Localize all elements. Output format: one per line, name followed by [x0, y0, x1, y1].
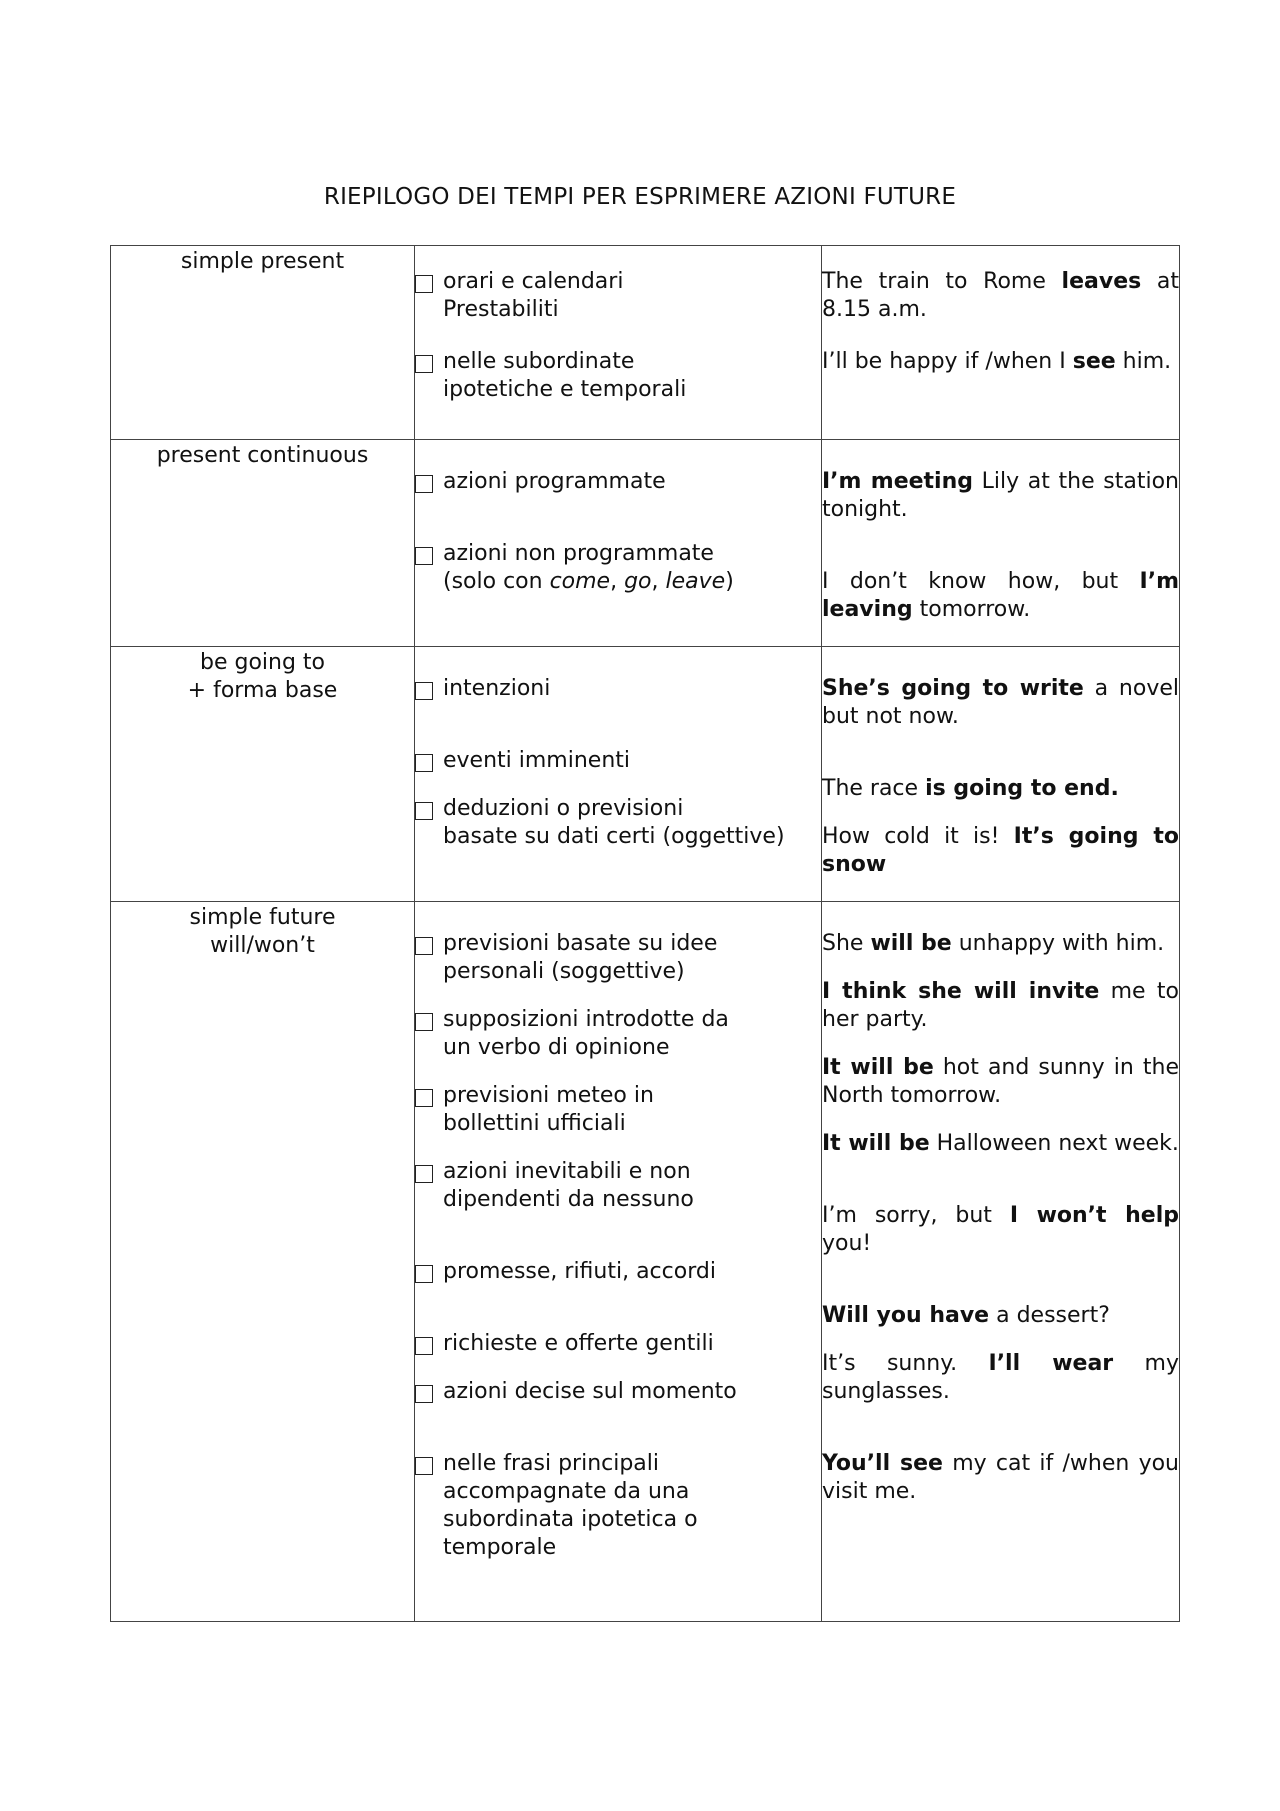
text-fragment: Halloween next week.: [929, 1131, 1179, 1156]
example-sentence: [822, 568, 1179, 624]
checkbox-icon: [415, 754, 433, 772]
checkbox-icon: [415, 1089, 433, 1107]
usage-cell: [415, 902, 822, 1622]
usage-item: [415, 348, 821, 404]
example-sentence: [822, 1130, 1179, 1158]
text-fragment: my sunglasses.: [822, 1351, 1179, 1404]
example-text: [822, 675, 1179, 731]
bold-fragment: It will be: [822, 1055, 934, 1080]
checkbox-icon: [415, 275, 433, 293]
tense-cell: [111, 902, 415, 1622]
usage-item: [415, 1006, 821, 1062]
checkbox-icon: [415, 1385, 433, 1403]
example-sentence: [822, 1054, 1179, 1110]
usage-label: eventi imminenti: [443, 748, 631, 773]
example-cell: [822, 902, 1180, 1622]
text-fragment: I’m sorry, but: [822, 1203, 1010, 1228]
usage-cell: [415, 246, 822, 440]
usage-item: [415, 1450, 821, 1562]
example-text: [822, 1054, 1179, 1110]
table-row: [111, 440, 1180, 647]
example-sentence: [822, 1450, 1179, 1506]
tense-name: simple present: [180, 249, 345, 274]
tense-cell: [111, 647, 415, 902]
text-fragment: a novel but not now.: [822, 676, 1179, 729]
usage-label: orari e calendari Prestabiliti: [443, 269, 624, 322]
usage-item: [415, 675, 821, 703]
example-sentence: [822, 930, 1179, 958]
checkbox-icon: [415, 1457, 433, 1475]
text-fragment: at 8.15 a.m.: [822, 269, 1179, 322]
bold-fragment: It will be: [822, 1131, 930, 1156]
usage-label: deduzioni o previsioni basate su dati certi (oggettive): [443, 796, 785, 849]
text-fragment: hot and sunny in the North tomorrow.: [822, 1055, 1179, 1108]
example-text: [822, 775, 1179, 803]
bold-fragment: will be: [870, 931, 952, 956]
checkbox-icon: [415, 475, 433, 493]
usage-item: [415, 1378, 821, 1406]
tense-name: be going to + forma base: [187, 650, 338, 703]
example-text: [822, 1450, 1179, 1506]
example-sentence: [822, 1302, 1179, 1330]
example-text: [822, 468, 1179, 524]
example-text: [822, 1130, 1179, 1158]
usage-label: nelle subordinate ipotetiche e temporali: [443, 349, 687, 402]
usage-item: [415, 540, 821, 596]
example-text: [822, 823, 1179, 879]
table-row: [111, 902, 1180, 1622]
bold-fragment: I’m meeting: [822, 469, 974, 494]
text-fragment: you!: [822, 1231, 872, 1256]
usage-text: [433, 675, 550, 703]
example-text: [822, 1202, 1179, 1258]
checkbox-icon: [415, 937, 433, 955]
usage-label: nelle frasi principali accompagnate da una subordinata ipotetica o temporale: [443, 1451, 698, 1560]
example-text: [822, 268, 1179, 324]
usage-text: [433, 1450, 698, 1562]
text-fragment: tomorrow.: [912, 597, 1031, 622]
usage-label: previsioni meteo in bollettini ufficiali: [443, 1083, 654, 1136]
usage-label: intenzioni: [443, 676, 551, 701]
bold-fragment: You’ll see: [822, 1451, 943, 1476]
usage-text: [433, 1158, 694, 1214]
checkbox-icon: [415, 1265, 433, 1283]
checkbox-icon: [415, 1165, 433, 1183]
text-fragment: ,: [651, 569, 666, 594]
usage-label: supposizioni introdotte da un verbo di opinione: [443, 1007, 729, 1060]
example-text: [822, 1302, 1179, 1330]
example-sentence: [822, 823, 1179, 879]
usage-cell: [415, 440, 822, 647]
bold-fragment: I think she will invite: [822, 979, 1100, 1004]
tense-name: present continuous: [156, 443, 369, 468]
example-cell: [822, 440, 1180, 647]
checkbox-icon: [415, 1013, 433, 1031]
usage-item: [415, 468, 821, 496]
example-cell: [822, 647, 1180, 902]
italic-fragment: leave: [665, 569, 726, 594]
usage-text: [433, 747, 630, 775]
example-sentence: [822, 775, 1179, 803]
usage-text: [433, 1378, 737, 1406]
text-fragment: unhappy with him.: [951, 931, 1165, 956]
example-sentence: [822, 348, 1179, 376]
usage-text: [433, 268, 623, 324]
usage-text: [433, 1082, 654, 1138]
checkbox-icon: [415, 355, 433, 373]
bold-fragment: see: [1072, 349, 1116, 374]
bold-fragment: Will you have: [822, 1303, 990, 1328]
usage-label: azioni programmate: [443, 469, 666, 494]
example-text: [822, 978, 1179, 1034]
usage-label: azioni inevitabili e non dipendenti da nessuno: [443, 1159, 694, 1212]
usage-item: [415, 268, 821, 324]
text-fragment: a dessert?: [989, 1303, 1110, 1328]
usage-text: [433, 540, 734, 596]
usage-label: promesse, rifiuti, accordi: [443, 1259, 716, 1284]
text-fragment: me to her party.: [822, 979, 1179, 1032]
example-text: [822, 348, 1179, 376]
text-fragment: It’s sunny.: [822, 1351, 989, 1376]
usage-item: [415, 1158, 821, 1214]
usage-text: [433, 348, 686, 404]
usage-text: [433, 1006, 729, 1062]
usage-item: [415, 1330, 821, 1358]
table-row: [111, 246, 1180, 440]
text-fragment: ,: [610, 569, 625, 594]
example-sentence: [822, 1350, 1179, 1406]
checkbox-icon: [415, 802, 433, 820]
tense-cell: [111, 246, 415, 440]
usage-item: [415, 747, 821, 775]
page-title: RIEPILOGO DEI TEMPI PER ESPRIMERE AZIONI FUTURE: [323, 184, 957, 210]
text-fragment: my cat if /when you visit me.: [822, 1451, 1179, 1504]
tense-name: simple future will/won’t: [189, 905, 336, 958]
bold-fragment: I’ll wear: [988, 1351, 1114, 1376]
usage-text: [433, 795, 785, 851]
usage-item: [415, 1258, 821, 1286]
bold-fragment: leaves: [1061, 269, 1142, 294]
usage-label: azioni non programmate (solo con: [443, 541, 714, 594]
usage-label: azioni decise sul momento: [443, 1379, 737, 1404]
example-cell: [822, 246, 1180, 440]
table-row: [111, 647, 1180, 902]
example-sentence: [822, 468, 1179, 524]
usage-label: previsioni basate su idee personali (soggettive): [443, 931, 718, 984]
future-tenses-table: [110, 245, 1180, 1622]
example-sentence: [822, 978, 1179, 1034]
text-fragment: I’ll be happy if /when I: [822, 349, 1073, 374]
example-sentence: [822, 268, 1179, 324]
tense-cell: [111, 440, 415, 647]
checkbox-icon: [415, 1337, 433, 1355]
text-fragment: I don’t know how, but: [822, 569, 1140, 594]
text-fragment: him.: [1115, 349, 1172, 374]
italic-fragment: come: [549, 569, 611, 594]
bold-fragment: I’m leaving: [822, 569, 1179, 622]
example-sentence: [822, 675, 1179, 731]
example-text: [822, 930, 1179, 958]
usage-text: [433, 1330, 714, 1358]
checkbox-icon: [415, 547, 433, 565]
bold-fragment: It’s going to snow: [822, 824, 1180, 877]
usage-text: [433, 1258, 716, 1286]
text-fragment: Lily at the station tonight.: [822, 469, 1179, 522]
usage-text: [433, 468, 666, 496]
text-fragment: ): [725, 569, 734, 594]
usage-text: [433, 930, 717, 986]
usage-item: [415, 795, 821, 851]
usage-cell: [415, 647, 822, 902]
bold-fragment: She’s going to write: [822, 676, 1084, 701]
example-text: [822, 1350, 1179, 1406]
text-fragment: The race: [822, 776, 926, 801]
text-fragment: The train to Rome: [822, 269, 1062, 294]
usage-label: richieste e offerte gentili: [443, 1331, 714, 1356]
text-fragment: How cold it is!: [822, 824, 1014, 849]
usage-item: [415, 930, 821, 986]
checkbox-icon: [415, 682, 433, 700]
italic-fragment: go: [624, 569, 652, 594]
usage-item: [415, 1082, 821, 1138]
text-fragment: She: [822, 931, 871, 956]
example-text: [822, 568, 1179, 624]
bold-fragment: is going to end.: [925, 776, 1119, 801]
example-sentence: [822, 1202, 1179, 1258]
bold-fragment: I won’t help: [1009, 1203, 1179, 1228]
